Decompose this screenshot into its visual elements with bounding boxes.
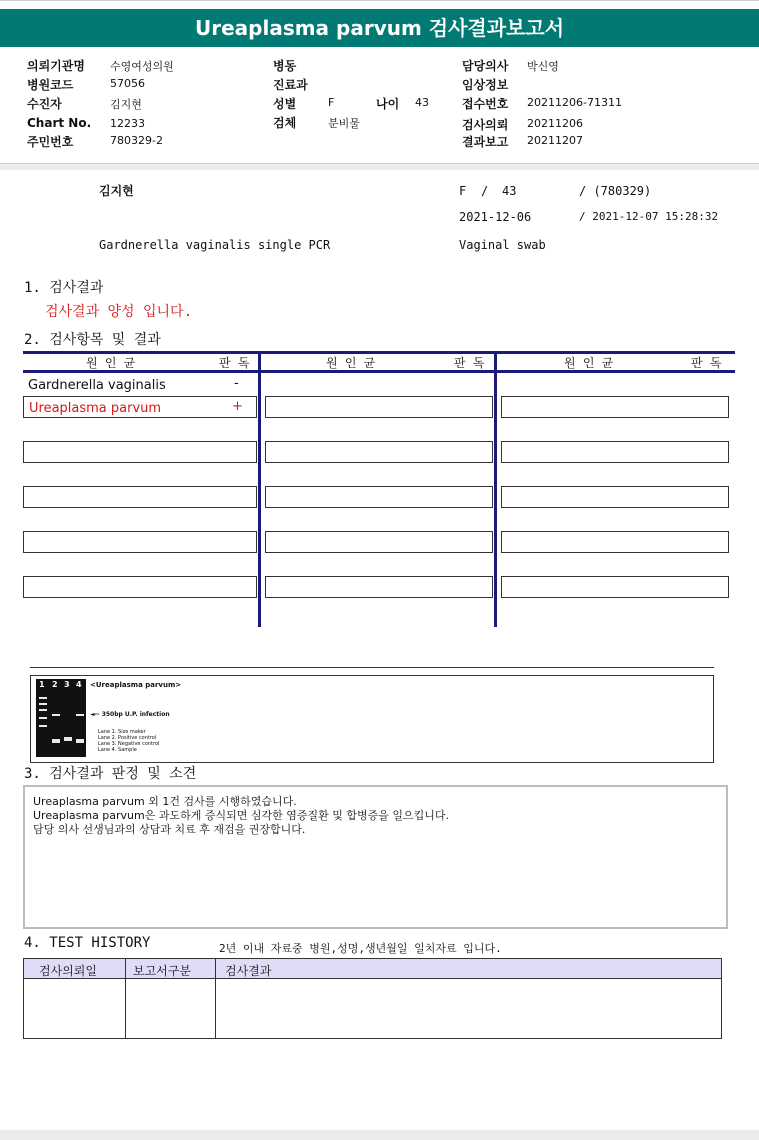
summary-birth: / (780329) xyxy=(579,184,652,198)
patient-label: 수진자 xyxy=(27,97,62,111)
opinion-line: 담당 의사 선생님과의 상담과 치료 후 재검을 권장합니다. xyxy=(33,823,306,836)
summary-slash: / xyxy=(481,184,489,198)
section4-heading: 4. TEST HISTORY xyxy=(24,935,151,951)
sex-label: 성별 xyxy=(273,97,297,111)
specimen-label: 검체 xyxy=(273,116,297,130)
specimen-value: 분비물 xyxy=(328,117,360,130)
institution-value: 수영여성의원 xyxy=(110,60,174,73)
result-cell xyxy=(265,531,493,553)
chart-label: Chart No. xyxy=(27,116,92,130)
clinical-label: 임상정보 xyxy=(462,78,509,92)
summary-date-request: 2021-12-06 xyxy=(459,210,532,224)
result-cell xyxy=(23,531,257,553)
ward-label: 병동 xyxy=(273,59,297,73)
result-cell xyxy=(23,486,257,508)
resident-value: 780329-2 xyxy=(110,134,163,147)
age-label: 나이 xyxy=(376,97,400,111)
summary-date-report: / 2021-12-07 15:28:32 xyxy=(579,210,719,223)
lane-number: 1 xyxy=(39,680,45,689)
col-pathogen-1: 원 인 균 xyxy=(86,356,136,370)
history-col-date: 검사의뢰일 xyxy=(39,964,97,978)
col-judgement-3: 판 독 xyxy=(691,356,722,370)
section2-heading: 2. 검사항목 및 결과 xyxy=(24,332,161,348)
summary-age: 43 xyxy=(502,184,517,198)
result-report-label: 결과보고 xyxy=(462,135,509,149)
gel-legend-item: Lane 2. Positive control xyxy=(98,735,157,741)
history-note: 2년 이내 자료중 병원,성명,생년월일 일치자료 입니다. xyxy=(219,942,502,955)
age-value: 43 xyxy=(415,96,429,109)
sex-value: F xyxy=(328,96,335,109)
gel-legend-item: Lane 4. Sample xyxy=(98,747,137,753)
result-cell xyxy=(501,531,729,553)
receipt-value: 20211206-71311 xyxy=(527,96,622,109)
col-pathogen-2: 원 인 균 xyxy=(326,356,376,370)
summary-sex: F xyxy=(459,184,467,198)
request-label: 검사의뢰 xyxy=(462,118,509,132)
result-cell xyxy=(265,576,493,598)
col-judgement-2: 판 독 xyxy=(454,356,485,370)
result-cell xyxy=(265,486,493,508)
col-pathogen-3: 원 인 균 xyxy=(564,356,614,370)
section1-result: 검사결과 양성 입니다. xyxy=(45,304,193,320)
gel-title: <Ureaplasma parvum> xyxy=(90,681,182,689)
request-value: 20211206 xyxy=(527,117,583,130)
lane-number: 2 xyxy=(52,680,58,689)
row-0-result: - xyxy=(234,376,239,391)
dept-label: 진료과 xyxy=(273,78,308,92)
top-border xyxy=(0,0,759,9)
report-title: Ureaplasma parvum 검사결과보고서 xyxy=(0,9,759,47)
history-col-type: 보고서구분 xyxy=(133,964,191,978)
result-cell xyxy=(501,441,729,463)
row-0-name: Gardnerella vaginalis xyxy=(28,378,166,393)
result-cell xyxy=(501,576,729,598)
gel-band-label: ◄-- 350bp U.P. infection xyxy=(90,711,170,718)
opinion-line: Ureaplasma parvum은 과도하게 증식되면 심각한 염증질환 및 합병증을 일으킵니다. xyxy=(33,809,449,822)
gel-legend-item: Lane 3. Negative control xyxy=(98,741,160,747)
result-cell xyxy=(23,441,257,463)
result-cell xyxy=(501,396,729,418)
summary-name: 김지현 xyxy=(99,184,134,198)
header-separator xyxy=(0,163,759,170)
section1-heading: 1. 검사결과 xyxy=(24,280,104,296)
hospital-code-value: 57056 xyxy=(110,77,145,90)
hospital-code-label: 병원코드 xyxy=(27,78,74,92)
doctor-label: 담당의사 xyxy=(462,59,509,73)
row-1-name: Ureaplasma parvum xyxy=(29,401,162,416)
result-cell xyxy=(501,486,729,508)
institution-label: 의뢰기관명 xyxy=(27,59,85,73)
lane-number: 3 xyxy=(64,680,70,689)
resident-label: 주민번호 xyxy=(27,135,74,149)
col-judgement-1: 판 독 xyxy=(219,356,250,370)
gel-legend-item: Lane 1. Size maker xyxy=(98,729,146,735)
summary-test-name: Gardnerella vaginalis single PCR xyxy=(99,238,331,252)
gel-divider xyxy=(30,667,714,668)
result-report-value: 20211207 xyxy=(527,134,583,147)
patient-value: 김지현 xyxy=(110,98,142,111)
result-cell xyxy=(265,396,493,418)
row-1-result: + xyxy=(232,399,243,414)
section3-heading: 3. 검사결과 판정 및 소견 xyxy=(24,766,197,782)
doctor-value: 박신영 xyxy=(527,60,559,73)
chart-value: 12233 xyxy=(110,117,145,130)
receipt-label: 접수번호 xyxy=(462,97,509,111)
gel-image xyxy=(36,679,86,757)
summary-specimen: Vaginal swab xyxy=(459,238,546,252)
lane-number: 4 xyxy=(76,680,82,689)
result-cell xyxy=(23,576,257,598)
result-cell xyxy=(265,441,493,463)
history-col-result: 검사결과 xyxy=(225,964,272,978)
bottom-bar xyxy=(0,1130,759,1140)
opinion-line: Ureaplasma parvum 외 1건 검사를 시행하였습니다. xyxy=(33,795,297,808)
